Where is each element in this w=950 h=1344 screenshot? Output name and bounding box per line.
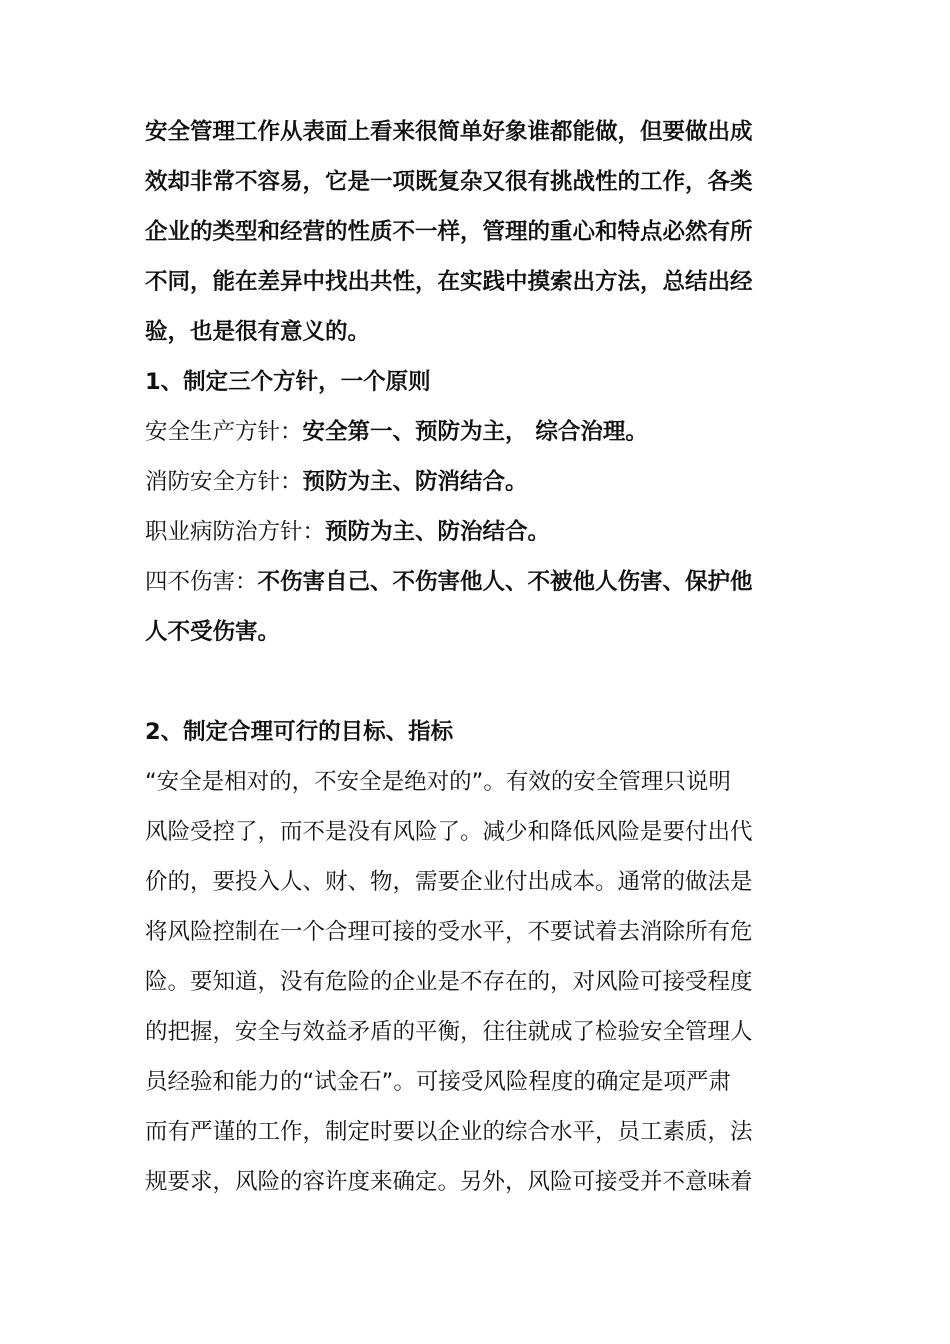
section-2 bbox=[145, 707, 795, 1207]
policy-value: 预防为主、防消结合。 bbox=[302, 469, 528, 495]
intro-paragraph bbox=[145, 107, 795, 357]
policy-continuation: 人不受伤害。 bbox=[145, 619, 281, 645]
section-2-heading: 2、制定合理可行的目标、指标 bbox=[145, 719, 454, 745]
policy-label: 安全生产方针： bbox=[145, 419, 303, 445]
section-1 bbox=[145, 357, 795, 657]
policy-item-safety-production bbox=[145, 407, 795, 457]
body-line: 规要求，风险的容许度来确定。另外，风险可接受并不意味着 bbox=[145, 1169, 753, 1195]
body-line: 的把握，安全与效益矛盾的平衡，往往就成了检验安全管理人 bbox=[145, 1019, 753, 1045]
policy-item-four-no-harm bbox=[145, 557, 795, 607]
policy-item-fire-safety bbox=[145, 457, 795, 507]
policy-label: 职业病防治方针： bbox=[145, 519, 326, 545]
blank-line bbox=[145, 657, 795, 707]
policy-label: 四不伤害： bbox=[145, 569, 258, 595]
intro-line: 企业的类型和经营的性质不一样，管理的重心和特点必然有所 bbox=[145, 219, 753, 245]
body-line: 险。要知道，没有危险的企业是不存在的，对风险可接受程度 bbox=[145, 969, 753, 995]
body-line: 而有严谨的工作，制定时要以企业的综合水平，员工素质，法 bbox=[145, 1119, 753, 1145]
policy-value: 安全第一、预防为主， 综合治理。 bbox=[302, 419, 648, 445]
intro-line: 不同，能在差异中找出共性，在实践中摸索出方法，总结出经 bbox=[145, 269, 753, 295]
policy-label: 消防安全方针： bbox=[145, 469, 303, 495]
section-1-heading: 1、制定三个方针，一个原则 bbox=[145, 369, 431, 395]
body-line: “安全是相对的，不安全是绝对的”。有效的安全管理只说明 bbox=[145, 769, 731, 795]
document-page bbox=[145, 107, 795, 1207]
policy-value: 不伤害自己、不伤害他人、不被他人伤害、保护他 bbox=[257, 569, 753, 595]
intro-line: 安全管理工作从表面上看来很简单好象谁都能做，但要做出成 bbox=[145, 119, 753, 145]
body-line: 风险受控了，而不是没有风险了。减少和降低风险是要付出代 bbox=[145, 819, 753, 845]
body-line: 价的，要投入人、财、物，需要企业付出成本。通常的做法是 bbox=[145, 869, 753, 895]
body-line: 员经验和能力的“试金石”。可接受风险程度的确定是项严肃 bbox=[145, 1069, 731, 1095]
body-line: 将风险控制在一个合理可接的受水平，不要试着去消除所有危 bbox=[145, 919, 753, 945]
intro-line: 验，也是很有意义的。 bbox=[145, 319, 371, 345]
policy-value: 预防为主、防治结合。 bbox=[325, 519, 551, 545]
intro-line: 效却非常不容易，它是一项既复杂又很有挑战性的工作，各类 bbox=[145, 169, 753, 195]
policy-item-occupational-disease bbox=[145, 507, 795, 557]
